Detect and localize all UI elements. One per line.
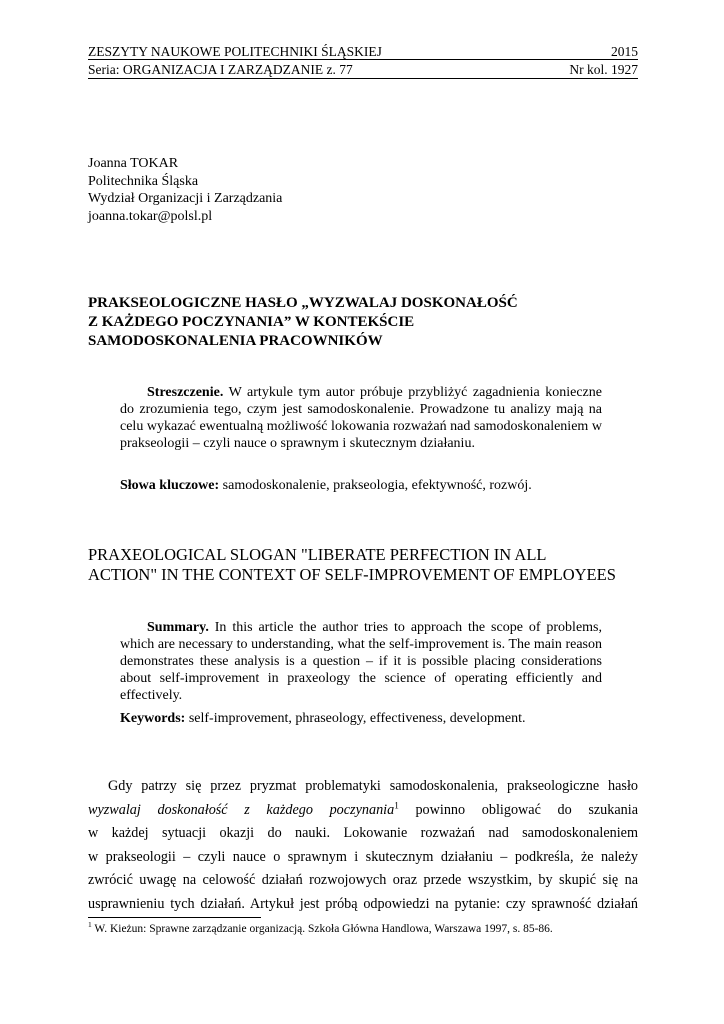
author-faculty: Wydział Organizacji i Zarządzania (88, 191, 283, 206)
body-line: usprawnieniu tych działań. Artykuł jest próbą odpowiedzi na pytanie: czy sprawność działań (88, 895, 638, 912)
abstract-polish-text: W artykule tym autor próbuje przybliżyć zagadnienia konieczne do zrozumienia tego, czym jest samodoskonalenie. Prowadzone tu analizy mają na celu wykazać ewentualną możliwość lokowania rozważań nad samodoskonaleniem w prakseologii – czyli nauce o sprawnym i skutecznym działaniu. (120, 385, 602, 451)
body-line: w każdej sytuacji okazji do nauki. Lokowanie rozważań nad samodoskonaleniem (88, 825, 638, 841)
body-italic-slogan: wyzwalaj doskonałość z każdego poczynania (88, 801, 395, 818)
title-polish-line: SAMODOSKONALENIA PRACOWNIKÓW (88, 333, 383, 349)
author-university: Politechnika Śląska (88, 173, 199, 189)
abstract-english (120, 619, 602, 704)
footnote-text: W. Kieżun: Sprawne zarządzanie organizacją. Szkoła Główna Handlowa, Warszawa 1997, s. 85-86. (91, 923, 553, 935)
author-block (88, 155, 282, 225)
keywords-english-label: Keywords: (120, 711, 186, 726)
footnote-rule (88, 917, 261, 918)
title-english (88, 545, 616, 585)
journal-header (88, 43, 638, 60)
keywords-polish-text: samodoskonalenie, prakseologia, efektywność, rozwój. (219, 478, 532, 493)
body-line: zwrócić uwagę na celowość działań rozwojowych oraz przede wszystkim, by skupić się na (88, 872, 638, 888)
keywords-polish (120, 477, 532, 494)
keywords-english-text: self-improvement, phraseology, effectiveness, development. (185, 711, 526, 726)
title-polish (88, 294, 518, 351)
journal-year: 2015 (611, 44, 638, 59)
footnote-ref: 1 (394, 799, 399, 810)
abstract-polish-label: Streszczenie. (147, 385, 224, 400)
body-line-rest: powinno obligować do szukania (398, 801, 638, 818)
abstract-polish (120, 384, 602, 452)
journal-name: ZESZYTY NAUKOWE POLITECHNIKI ŚLĄSKIEJ (88, 44, 382, 59)
title-english-line: PRAXEOLOGICAL SLOGAN "LIBERATE PERFECTION IN ALL (88, 545, 547, 564)
body-line (88, 799, 638, 823)
title-polish-line: Z KAŻDEGO POCZYNANIA” W KONTEKŚCIE (88, 314, 415, 330)
keywords-english (120, 710, 526, 727)
footnote-mark: 1 (88, 920, 92, 930)
title-polish-line: PRAKSEOLOGICZNE HASŁO „WYZWALAJ DOSKONAŁOŚĆ (88, 295, 518, 311)
abstract-english-text: In this article the author tries to approach the scope of problems, which are necessary to understanding, what the self-improvement is. The main reason demonstrates these analysis is a question – if it is possible placing considerations about self-improvement in praxeology the science of operating efficiently and effectively. (120, 620, 602, 703)
header-rule-bottom (88, 78, 638, 79)
author-name: Joanna TOKAR (88, 156, 179, 171)
series-header (88, 61, 638, 78)
keywords-polish-label: Słowa kluczowe: (120, 478, 220, 493)
body-line: w prakseologii – czyli nauce o sprawnym i skutecznym działaniu – podkreśla, że należy (88, 848, 638, 865)
footnote (88, 922, 553, 936)
author-email: joanna.tokar@polsl.pl (88, 208, 213, 224)
body-text (88, 775, 638, 916)
issue-number: Nr kol. 1927 (569, 62, 638, 77)
header-rule-top (88, 59, 638, 60)
abstract-english-label: Summary. (147, 620, 209, 635)
series-name: Seria: ORGANIZACJA I ZARZĄDZANIE z. 77 (88, 62, 353, 77)
body-line: Gdy patrzy się przez pryzmat problematyki samodoskonalenia, prakseologiczne hasło (108, 778, 638, 794)
title-english-line: ACTION" IN THE CONTEXT OF SELF-IMPROVEMENT OF EMPLOYEES (88, 565, 616, 584)
